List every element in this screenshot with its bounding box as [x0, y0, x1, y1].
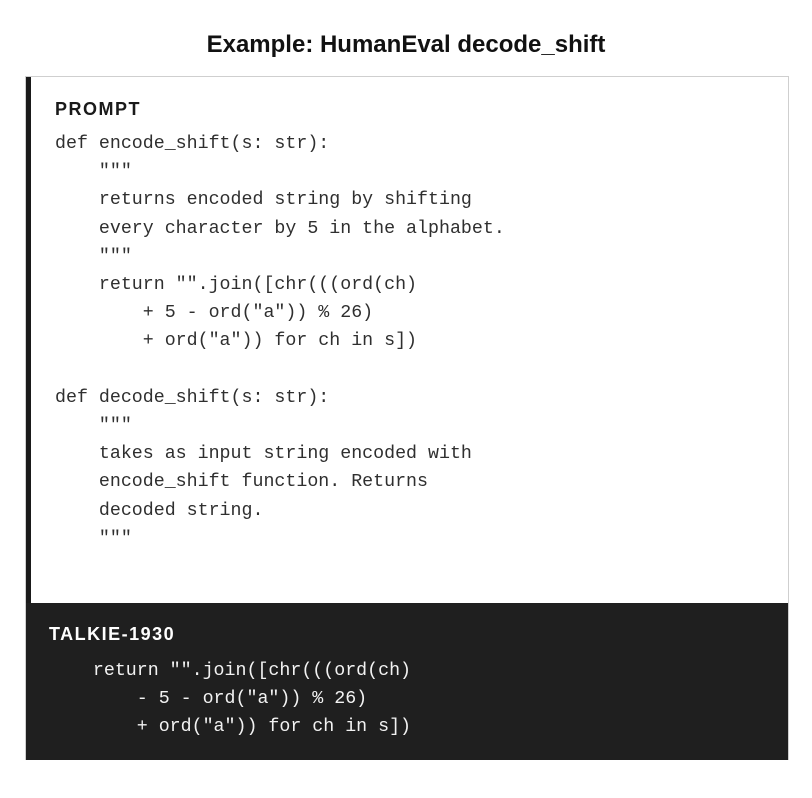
completion-label: TALKIE-1930 — [49, 624, 176, 644]
prompt-code: def encode_shift(s: str): """ returns encoded string by shifting every character by 5 in the alphabet. """ return "".join([chr(((ord(ch) + 5 - ord("a")) % 26) + ord("a")) for ch in s]) def decode_shift(s: str): """ takes as input string encoded with encode_shift function. Returns decoded string. """ — [55, 134, 505, 549]
prompt-section — [26, 77, 788, 603]
figure-title: Example: HumanEval decode_shift — [206, 31, 606, 58]
prompt-label: PROMPT — [55, 99, 142, 119]
completion-section — [26, 603, 788, 760]
example-card — [25, 76, 789, 760]
completion-code: return "".join([chr(((ord(ch) - 5 - ord("a")) % 26) + ord("a")) for ch in s]) — [92, 661, 412, 738]
